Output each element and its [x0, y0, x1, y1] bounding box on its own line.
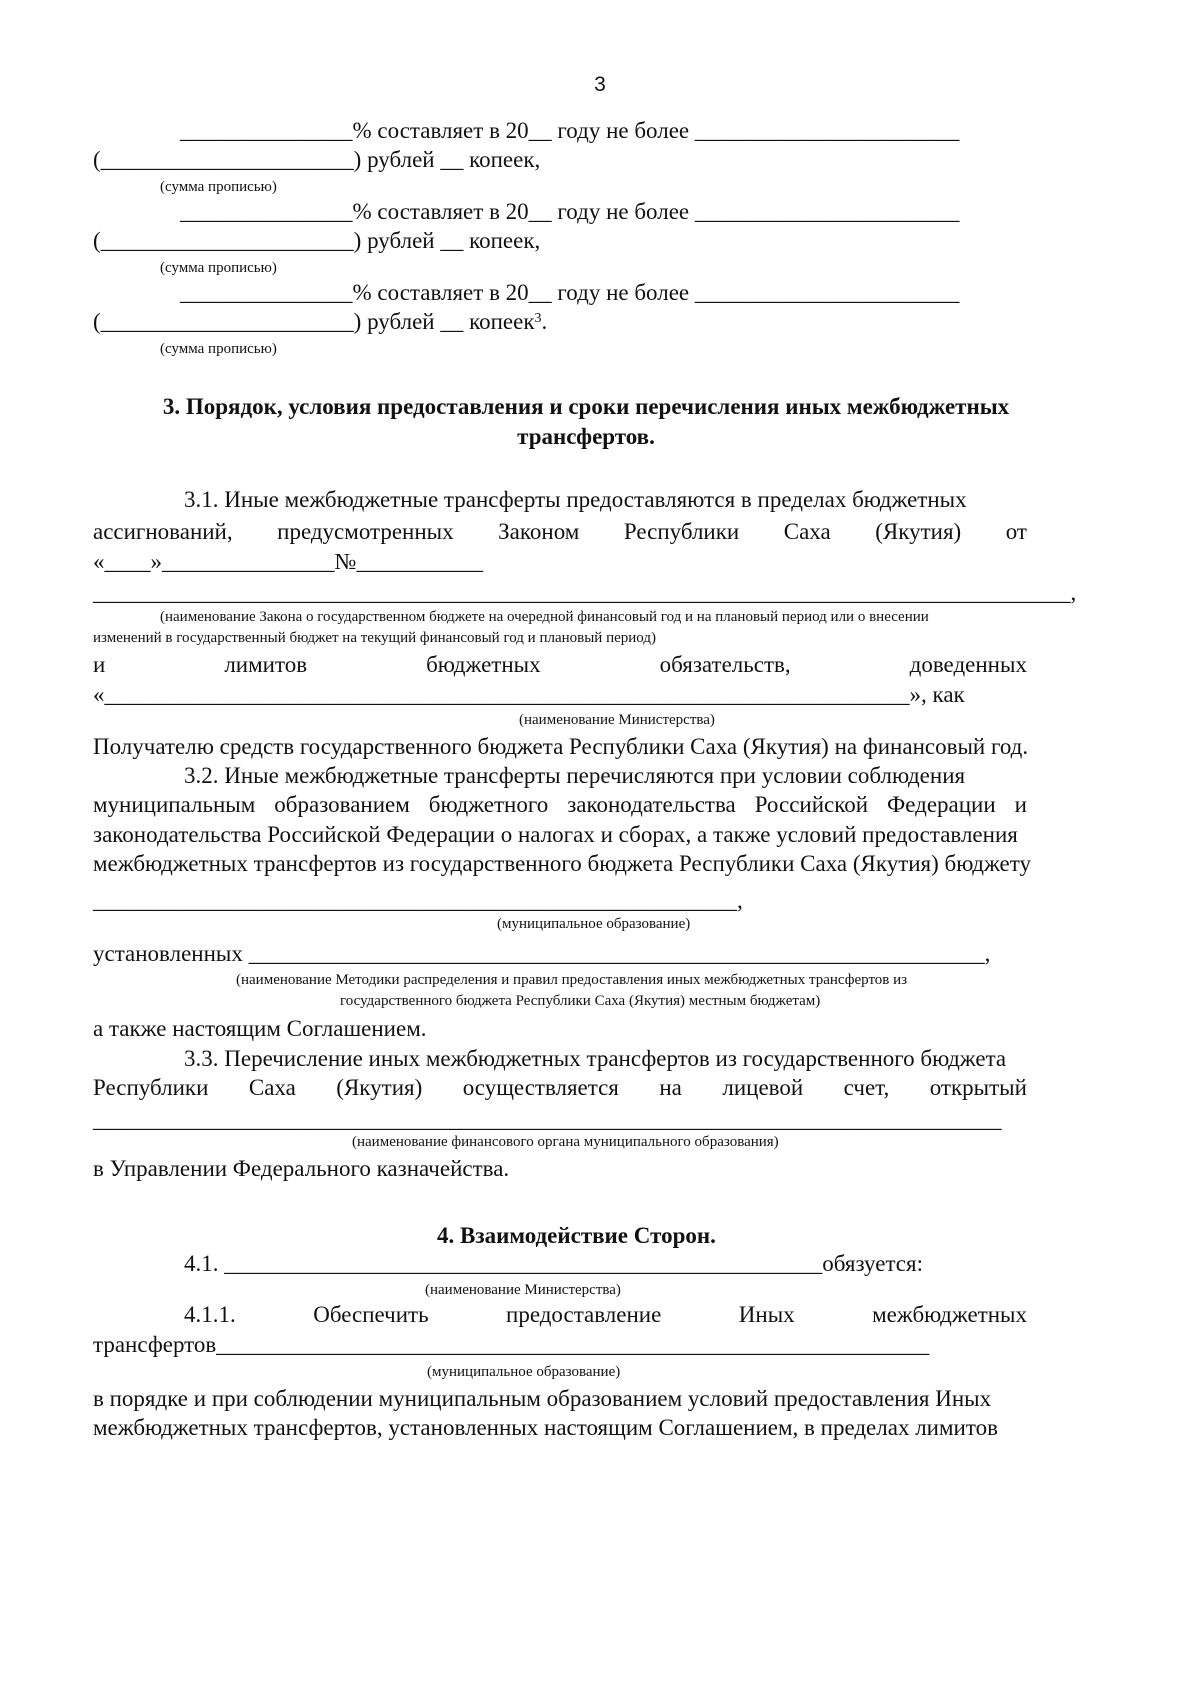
- word: (Якутия): [875, 519, 962, 544]
- section-4-heading: 4. Взаимодействие Сторон.: [437, 1223, 716, 1248]
- word: бюджетных: [426, 652, 541, 677]
- word: и: [93, 652, 106, 677]
- word: лимитов: [224, 652, 308, 677]
- p32-line2: [93, 791, 1027, 819]
- word: и: [1014, 792, 1027, 817]
- fin-organ-blank-line: _______________________________________________________________________________: [93, 1107, 1002, 1132]
- p32-line1: 3.2. Иные межбюджетные трансферты перечисляются при условии соблюдения: [184, 763, 966, 788]
- amount-caption-2: (сумма прописью): [160, 260, 277, 276]
- p411-caption: (муниципальное образование): [427, 1364, 621, 1380]
- p411-line2: трансфертов______________________________________________________________: [93, 1332, 930, 1357]
- word: предоставление: [506, 1302, 662, 1327]
- word: бюджетного: [428, 792, 549, 817]
- section-3-heading-line1: 3. Порядок, условия предоставления и сроки перечисления иных межбюджетных: [162, 394, 1010, 419]
- amount-caption-1: (сумма прописью): [160, 179, 277, 195]
- p411-line4: межбюджетных трансфертов, установленных настоящим Соглашением, в пределах лимитов: [93, 1415, 998, 1440]
- word: осуществляется: [462, 1075, 619, 1100]
- word: Федерации: [887, 792, 996, 817]
- word: лицевой: [722, 1075, 804, 1100]
- law-caption-line2: изменений в государственный бюджет на текущий финансовый год и плановый период): [93, 630, 656, 646]
- law-caption-line1: (наименование Закона о государственном бюджете на очередной финансовый год и на плановый период или о внесении: [160, 609, 929, 625]
- word: Обеспечить: [313, 1302, 429, 1327]
- p411-line3: в порядке и при соблюдении муниципальным образованием условий предоставления Иных: [93, 1386, 992, 1411]
- section-3-heading-line2: трансфертов.: [517, 424, 655, 449]
- word: 4.1.1.: [184, 1302, 236, 1327]
- amount-line-3b: [93, 308, 547, 336]
- word: (Якутия): [336, 1075, 423, 1100]
- treasury-line: в Управлении Федерального казначейства.: [93, 1156, 510, 1181]
- method-caption-line1: (наименование Методики распределения и правил предоставления иных межбюджетных трансфертов из: [236, 972, 908, 988]
- word: образованием: [274, 792, 410, 817]
- amount-line-3a: _______________% составляет в 20__ году не более _______________________: [180, 280, 960, 305]
- word: межбюджетных: [872, 1302, 1027, 1327]
- amount-line-2b: (______________________) рублей __ копеек,: [93, 228, 541, 253]
- word: предусмотренных: [277, 519, 454, 544]
- amount-line-1a: _______________% составляет в 20__ году не более _______________________: [180, 118, 960, 143]
- word: открытый: [929, 1075, 1027, 1100]
- word: Саха: [248, 1075, 296, 1100]
- recipient-line: Получателю средств государственного бюджета Республики Саха (Якутия) на финансовый год.: [93, 734, 1029, 759]
- word: на: [659, 1075, 682, 1100]
- word: муниципальным: [93, 792, 256, 817]
- word: Законом: [498, 519, 580, 544]
- p31-date-number-line: «____»_______________№___________: [93, 549, 483, 574]
- p41-line: 4.1. ____________________________________________________обязуется:: [184, 1251, 923, 1276]
- ministry-blank-line: «______________________________________________________________________», как: [93, 682, 965, 707]
- amount-line-2a: _______________% составляет в 20__ году не более _______________________: [180, 199, 960, 224]
- word: от: [1005, 519, 1027, 544]
- word: счет,: [843, 1075, 890, 1100]
- p31-line2: [93, 518, 1027, 546]
- word: доведенных: [909, 652, 1027, 677]
- agreement-line: а также настоящим Соглашением.: [93, 1016, 427, 1041]
- fin-organ-caption: (наименование финансового органа муниципального образования): [352, 1134, 779, 1150]
- page-number: 3: [594, 73, 606, 96]
- word: Республики: [623, 519, 740, 544]
- p33-line2: [93, 1074, 1027, 1102]
- p411-line1: [184, 1301, 1027, 1329]
- word: Иных: [738, 1302, 795, 1327]
- word: ассигнований,: [93, 519, 233, 544]
- amount-caption-3: (сумма прописью): [160, 341, 277, 357]
- p32-line3: законодательства Российской Федерации о налогах и сборах, а также условий предоставления: [93, 822, 1018, 847]
- law-name-blank: _____________________________________________________________________________________,: [93, 580, 1077, 605]
- p32-line4: межбюджетных трансфертов из государственного бюджета Республики Саха (Якутия) бюджету: [93, 851, 1032, 876]
- established-line: установленных ________________________________________________________________,: [93, 941, 991, 966]
- amount-line-3b-text: (______________________) рублей __ копеек: [93, 309, 535, 334]
- word: Российской: [754, 792, 869, 817]
- word: обязательств,: [659, 652, 791, 677]
- p41-caption: (наименование Министерства): [425, 1282, 621, 1298]
- word: Республики: [93, 1075, 209, 1100]
- municipal-caption: (муниципальное образование): [497, 916, 691, 932]
- word: Саха: [783, 519, 831, 544]
- p33-line1: 3.3. Перечисление иных межбюджетных трансфертов из государственного бюджета: [184, 1046, 1007, 1071]
- method-caption-line2: государственного бюджета Республики Саха (Якутия) местным бюджетам): [340, 993, 821, 1009]
- limits-line: [93, 651, 1027, 679]
- word: законодательства: [567, 792, 736, 817]
- footnote-ref: 3: [534, 311, 542, 326]
- p31-line1: 3.1. Иные межбюджетные трансферты предоставляются в пределах бюджетных: [184, 487, 967, 512]
- amount-line-3b-tail: .: [541, 309, 548, 334]
- municipal-blank-line: ________________________________________________________,: [93, 888, 743, 913]
- amount-line-1b: (______________________) рублей __ копеек,: [93, 147, 541, 172]
- ministry-caption: (наименование Министерства): [519, 712, 715, 728]
